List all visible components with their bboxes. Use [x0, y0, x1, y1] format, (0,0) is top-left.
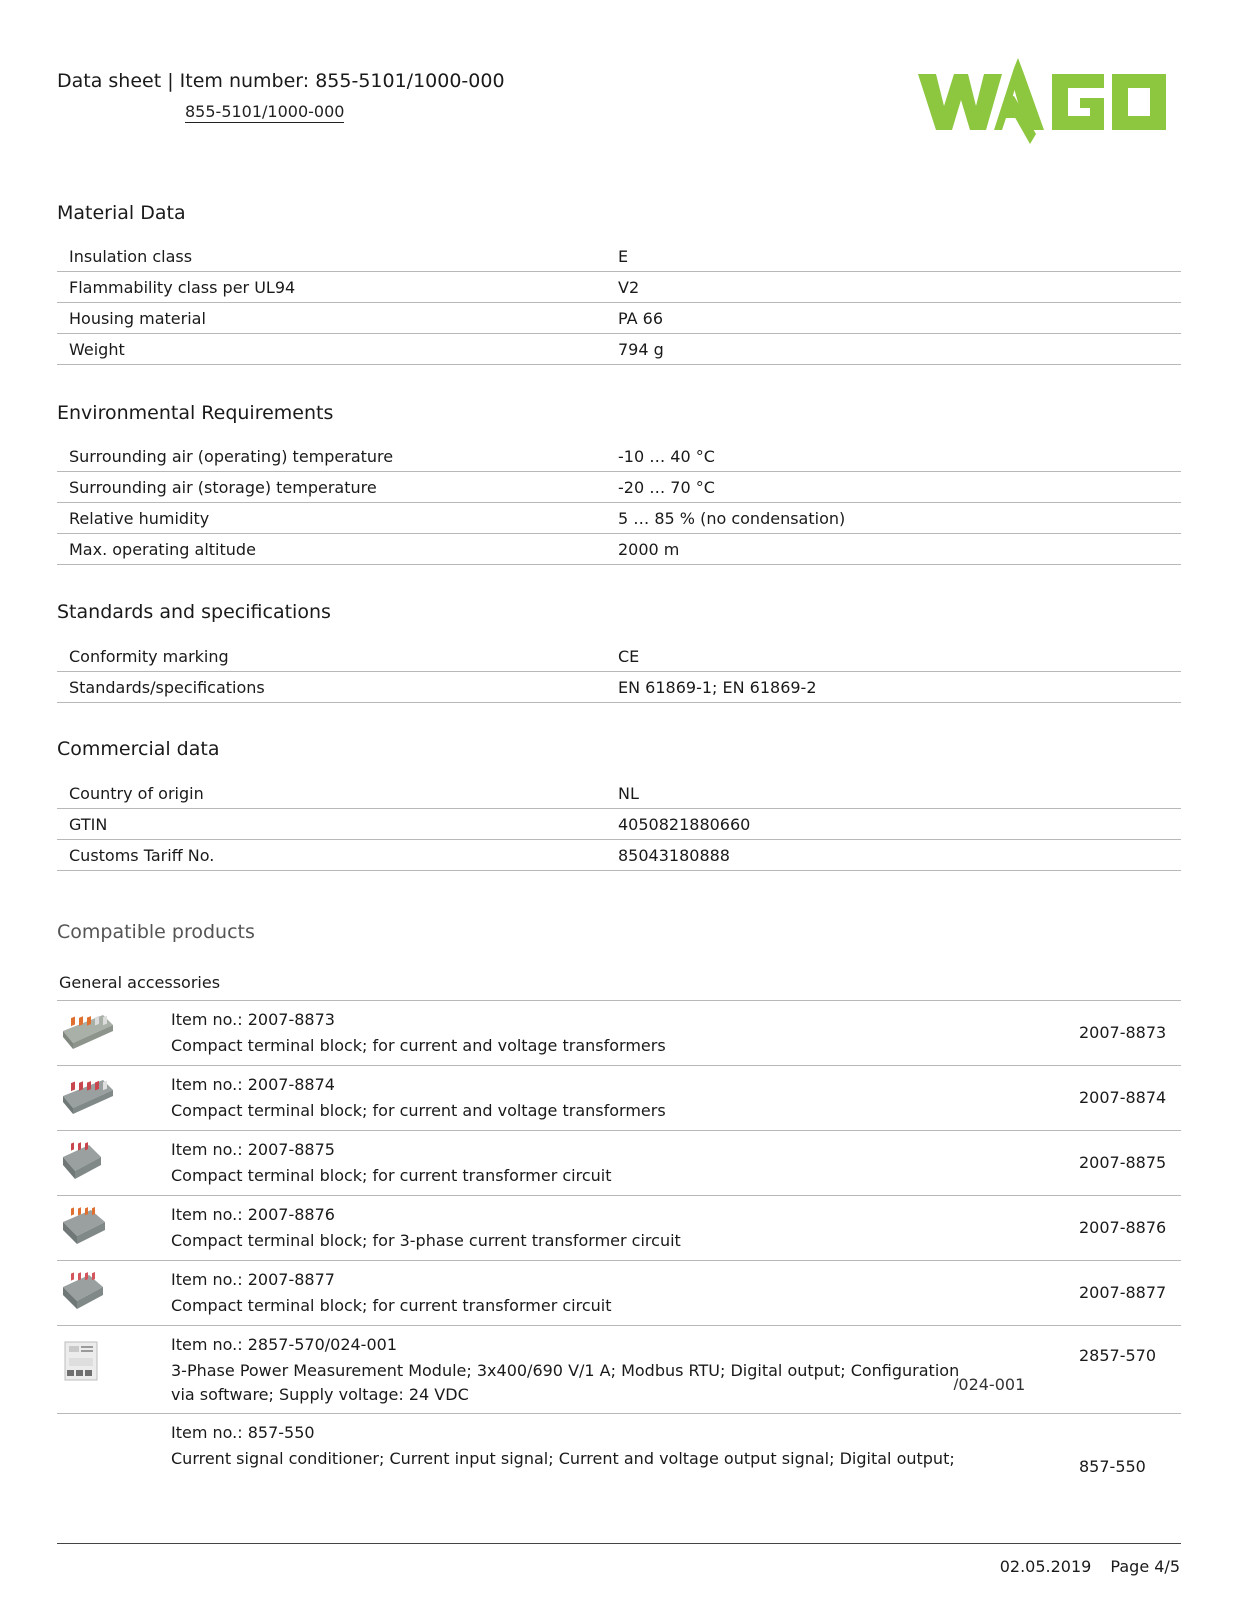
- row-label: Weight: [69, 339, 125, 359]
- row-label: Customs Tariff No.: [69, 845, 215, 865]
- item-number[interactable]: Item no.: 2007-8877: [171, 1270, 335, 1289]
- item-description: 3-Phase Power Measurement Module; 3x400/690 V/1 A; Modbus RTU; Digital output; Configuration via software; Supply voltage: 24 VDC: [171, 1361, 960, 1404]
- item-description: Compact terminal block; for current transformer circuit: [171, 1296, 612, 1315]
- item-code: 2857-570: [1079, 1346, 1157, 1365]
- footer-date: 02.05.2019: [999, 1557, 1092, 1576]
- table-row: [57, 472, 1181, 503]
- section-title-material-data: Material Data: [57, 202, 186, 224]
- row-value: -10 … 40 °C: [618, 446, 715, 466]
- row-label: Flammability class per UL94: [69, 277, 296, 297]
- row-value: PA 66: [618, 308, 664, 328]
- row-label: Housing material: [69, 308, 206, 328]
- row-value: CE: [618, 646, 640, 666]
- row-value: 4050821880660: [618, 814, 751, 834]
- item-description: Compact terminal block; for current and voltage transformers: [171, 1036, 666, 1055]
- row-label: GTIN: [69, 814, 108, 834]
- item-code: 857-550: [1079, 1457, 1146, 1476]
- row-label: Standards/specifications: [69, 677, 265, 697]
- material-data-table: [57, 241, 1181, 365]
- item-number[interactable]: Item no.: 2007-8874: [171, 1075, 335, 1094]
- environmental-table: [57, 441, 1181, 565]
- item-code: 2007-8875: [1079, 1153, 1167, 1172]
- terminal-block-icon: [59, 1139, 115, 1183]
- item-number-link[interactable]: 855-5101/1000-000: [185, 102, 345, 121]
- row-value: -20 … 70 °C: [618, 477, 715, 497]
- section-title-environmental: Environmental Requirements: [57, 402, 334, 424]
- item-number[interactable]: Item no.: 857-550: [171, 1423, 315, 1442]
- measurement-module-icon: [59, 1338, 115, 1382]
- row-value: 5 … 85 % (no condensation): [618, 508, 846, 528]
- item-description: Compact terminal block; for current and voltage transformers: [171, 1101, 666, 1120]
- page-number: Page 4/5: [1110, 1557, 1180, 1576]
- wago-logo: [918, 58, 1178, 144]
- row-value: NL: [618, 783, 639, 803]
- list-item[interactable]: [57, 1196, 1181, 1261]
- item-number[interactable]: Item no.: 2007-8875: [171, 1140, 335, 1159]
- compatible-products-title: Compatible products: [57, 921, 255, 943]
- page-footer: [986, 1557, 1180, 1576]
- item-code: 2007-8874: [1079, 1088, 1167, 1107]
- item-description: Current signal conditioner; Current input signal; Current and voltage output signal; Digital output;: [171, 1449, 955, 1468]
- table-row: [57, 334, 1181, 365]
- table-row: [57, 641, 1181, 672]
- table-row: [57, 809, 1181, 840]
- item-number[interactable]: Item no.: 2857-570/024-001: [171, 1335, 397, 1354]
- table-row: [57, 441, 1181, 472]
- table-row: [57, 840, 1181, 871]
- row-label: Surrounding air (operating) temperature: [69, 446, 394, 466]
- table-row: [57, 778, 1181, 809]
- list-item[interactable]: [57, 1001, 1181, 1066]
- row-value: 85043180888: [618, 845, 730, 865]
- document-title: Data sheet | Item number: 855-5101/1000-000: [57, 70, 505, 92]
- row-label: Relative humidity: [69, 508, 210, 528]
- row-value: 2000 m: [618, 539, 680, 559]
- item-code: 2007-8876: [1079, 1218, 1167, 1237]
- item-code: 2007-8877: [1079, 1283, 1167, 1302]
- terminal-block-icon: [59, 1009, 115, 1053]
- item-description: Compact terminal block; for 3-phase current transformer circuit: [171, 1231, 681, 1250]
- row-label: Conformity marking: [69, 646, 229, 666]
- item-number[interactable]: Item no.: 2007-8873: [171, 1010, 335, 1029]
- item-description: Compact terminal block; for current transformer circuit: [171, 1166, 612, 1185]
- standards-table: [57, 641, 1181, 703]
- list-item[interactable]: [57, 1131, 1181, 1196]
- row-label: Max. operating altitude: [69, 539, 256, 559]
- commercial-table: [57, 778, 1181, 871]
- footer-divider: [57, 1543, 1181, 1544]
- table-row: [57, 503, 1181, 534]
- item-code: 2007-8873: [1079, 1023, 1167, 1042]
- table-row: [57, 534, 1181, 565]
- table-row: [57, 303, 1181, 334]
- item-number[interactable]: Item no.: 2007-8876: [171, 1205, 335, 1224]
- list-item[interactable]: [57, 1414, 1181, 1490]
- table-row: [57, 272, 1181, 303]
- section-title-standards: Standards and specifications: [57, 601, 331, 623]
- list-item[interactable]: [57, 1261, 1181, 1326]
- terminal-block-icon: [59, 1269, 115, 1313]
- row-value: 794 g: [618, 339, 664, 359]
- row-value: V2: [618, 277, 640, 297]
- row-label: Insulation class: [69, 246, 193, 266]
- terminal-block-icon: [59, 1204, 115, 1248]
- terminal-block-icon: [59, 1074, 115, 1118]
- document-header: [57, 70, 505, 121]
- general-accessories-subtitle: General accessories: [59, 973, 221, 992]
- row-label: Country of origin: [69, 783, 204, 803]
- item-code-overflow: /024-001: [953, 1378, 1026, 1390]
- table-row: [57, 672, 1181, 703]
- list-item[interactable]: [57, 1326, 1181, 1414]
- row-label: Surrounding air (storage) temperature: [69, 477, 377, 497]
- table-row: [57, 241, 1181, 272]
- row-value: EN 61869-1; EN 61869-2: [618, 677, 817, 697]
- accessories-list: [57, 1000, 1181, 1490]
- row-value: E: [618, 246, 629, 266]
- list-item[interactable]: [57, 1066, 1181, 1131]
- section-title-commercial: Commercial data: [57, 738, 220, 760]
